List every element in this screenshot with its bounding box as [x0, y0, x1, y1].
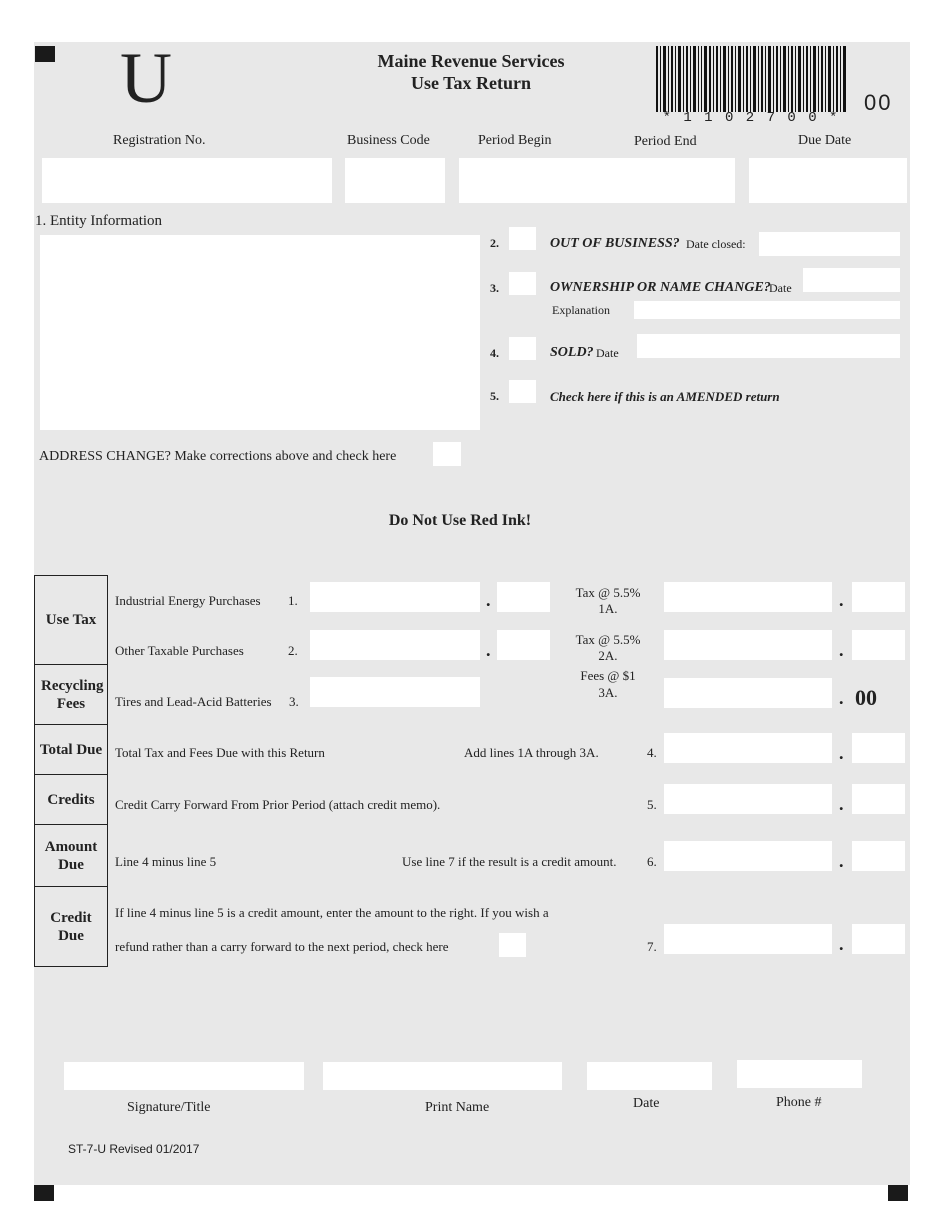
line3a-rate: Fees @ $1: [580, 668, 636, 683]
phone-label: Phone #: [776, 1095, 822, 1110]
line2a-cents-field[interactable]: [852, 630, 905, 660]
due-date-field[interactable]: [749, 158, 907, 203]
line6-cents-field[interactable]: [852, 841, 905, 871]
barcode-image: [656, 46, 846, 112]
agency-name: Maine Revenue Services: [377, 51, 565, 71]
line5-cents-field[interactable]: [852, 784, 905, 814]
line4-note: Add lines 1A through 3A.: [464, 745, 599, 760]
registration-field[interactable]: [42, 158, 332, 203]
explanation-label: Explanation: [552, 303, 610, 317]
line6-label: Line 4 minus line 5: [115, 854, 217, 869]
date-closed-label: Date closed:: [686, 237, 746, 251]
line7-dollars-field[interactable]: [664, 924, 832, 954]
business-code-field[interactable]: [345, 158, 445, 203]
form-letter: U: [120, 38, 172, 118]
line7-cents-field[interactable]: [852, 924, 905, 954]
business-code-label: Business Code: [347, 133, 430, 148]
due-date-label: Due Date: [798, 133, 852, 148]
credit-due-section-label: Credit Due: [34, 887, 108, 967]
line3-count-field[interactable]: [310, 677, 480, 707]
line7-text-2: refund rather than a carry forward to the next period, check here: [115, 939, 449, 954]
form-title: Use Tax Return: [410, 73, 531, 93]
line3a-number: 3A.: [598, 685, 618, 700]
sold-date-label: Date: [596, 346, 619, 360]
line3a-dollars-field[interactable]: [664, 678, 832, 708]
form-id: ST-7-U Revised 01/2017: [68, 1142, 200, 1156]
line1a-number: 1A.: [598, 601, 618, 616]
period-field[interactable]: [459, 158, 735, 203]
line1a-rate: Tax @ 5.5%: [575, 585, 641, 600]
phone-field[interactable]: [737, 1060, 862, 1088]
line1-dollars-field[interactable]: [310, 582, 480, 612]
registration-mark-bottom-right: [888, 1185, 908, 1201]
line2a-rate: Tax @ 5.5%: [575, 632, 641, 647]
amended-label: Check here if this is an AMENDED return: [550, 389, 780, 404]
line4-label: Total Tax and Fees Due with this Return: [115, 745, 325, 760]
q4-number: 4.: [490, 346, 499, 360]
line2-number: 2.: [288, 643, 298, 658]
barcode-suffix: 00: [864, 90, 893, 115]
out-of-business-label: OUT OF BUSINESS?: [550, 236, 680, 251]
out-of-business-checkbox[interactable]: [509, 227, 536, 250]
credits-section-label: Credits: [34, 775, 108, 825]
line4-dollars-field[interactable]: [664, 733, 832, 763]
line1-label: Industrial Energy Purchases: [115, 593, 261, 608]
form-background: [34, 42, 910, 1185]
line5-dollars-field[interactable]: [664, 784, 832, 814]
line5-label: Credit Carry Forward From Prior Period (attach credit memo).: [115, 797, 441, 812]
barcode-text: * 1 1 0 2 7 0 0 *: [662, 110, 840, 126]
signature-field[interactable]: [64, 1062, 304, 1090]
address-change-label: ADDRESS CHANGE? Make corrections above and check here: [39, 449, 397, 464]
print-name-field[interactable]: [323, 1062, 562, 1090]
line2a-number: 2A.: [598, 648, 618, 663]
line5-number: 5.: [647, 797, 657, 812]
ownership-date-label: Date: [769, 281, 792, 295]
sold-date-field[interactable]: [637, 334, 900, 358]
entity-section-label: 1. Entity Information: [35, 213, 163, 229]
recycling-fees-section-label: Recycling Fees: [34, 665, 108, 725]
ownership-date-field[interactable]: [803, 268, 900, 292]
registration-label: Registration No.: [113, 133, 206, 148]
line6-number: 6.: [647, 854, 657, 869]
line1-number: 1.: [288, 593, 298, 608]
line3-number: 3.: [289, 694, 299, 709]
date-closed-field[interactable]: [759, 232, 900, 256]
total-due-section-label: Total Due: [34, 725, 108, 775]
explanation-field[interactable]: [634, 301, 900, 319]
red-ink-warning: Do Not Use Red Ink!: [388, 512, 532, 529]
line2a-dollars-field[interactable]: [664, 630, 832, 660]
line4-cents-field[interactable]: [852, 733, 905, 763]
amended-checkbox[interactable]: [509, 380, 536, 403]
line1-cents-field[interactable]: [497, 582, 550, 612]
line4-number: 4.: [647, 745, 657, 760]
address-change-checkbox[interactable]: [433, 442, 461, 466]
period-end-label: Period End: [634, 134, 697, 149]
line3-label: Tires and Lead-Acid Batteries: [115, 694, 272, 709]
line1a-dollars-field[interactable]: [664, 582, 832, 612]
line2-cents-field[interactable]: [497, 630, 550, 660]
signature-date-field[interactable]: [587, 1062, 712, 1090]
q2-number: 2.: [490, 236, 499, 250]
signature-label: Signature/Title: [127, 1100, 211, 1115]
q3-number: 3.: [490, 281, 499, 295]
period-begin-label: Period Begin: [478, 133, 552, 148]
refund-checkbox[interactable]: [499, 933, 526, 957]
line2-dollars-field[interactable]: [310, 630, 480, 660]
ownership-change-checkbox[interactable]: [509, 272, 536, 295]
sold-label: SOLD?: [550, 345, 594, 360]
ownership-change-label: OWNERSHIP OR NAME CHANGE?: [550, 280, 771, 295]
sold-checkbox[interactable]: [509, 337, 536, 360]
line6-dollars-field[interactable]: [664, 841, 832, 871]
registration-mark-bottom-left: [34, 1185, 54, 1201]
use-tax-section-label: Use Tax: [34, 575, 108, 665]
q5-number: 5.: [490, 389, 499, 403]
line7-number: 7.: [647, 939, 657, 954]
line3a-cents-fixed: 00: [855, 685, 877, 710]
line6-note: Use line 7 if the result is a credit amount.: [402, 854, 617, 869]
registration-mark-top-left: [35, 46, 55, 62]
entity-info-field[interactable]: [40, 235, 480, 430]
amount-due-section-label: Amount Due: [34, 825, 108, 887]
line1a-cents-field[interactable]: [852, 582, 905, 612]
print-name-label: Print Name: [425, 1100, 490, 1115]
line2-label: Other Taxable Purchases: [115, 643, 244, 658]
signature-date-label: Date: [633, 1096, 660, 1111]
line7-text-1: If line 4 minus line 5 is a credit amount, enter the amount to the right. If you wish a: [115, 905, 549, 920]
